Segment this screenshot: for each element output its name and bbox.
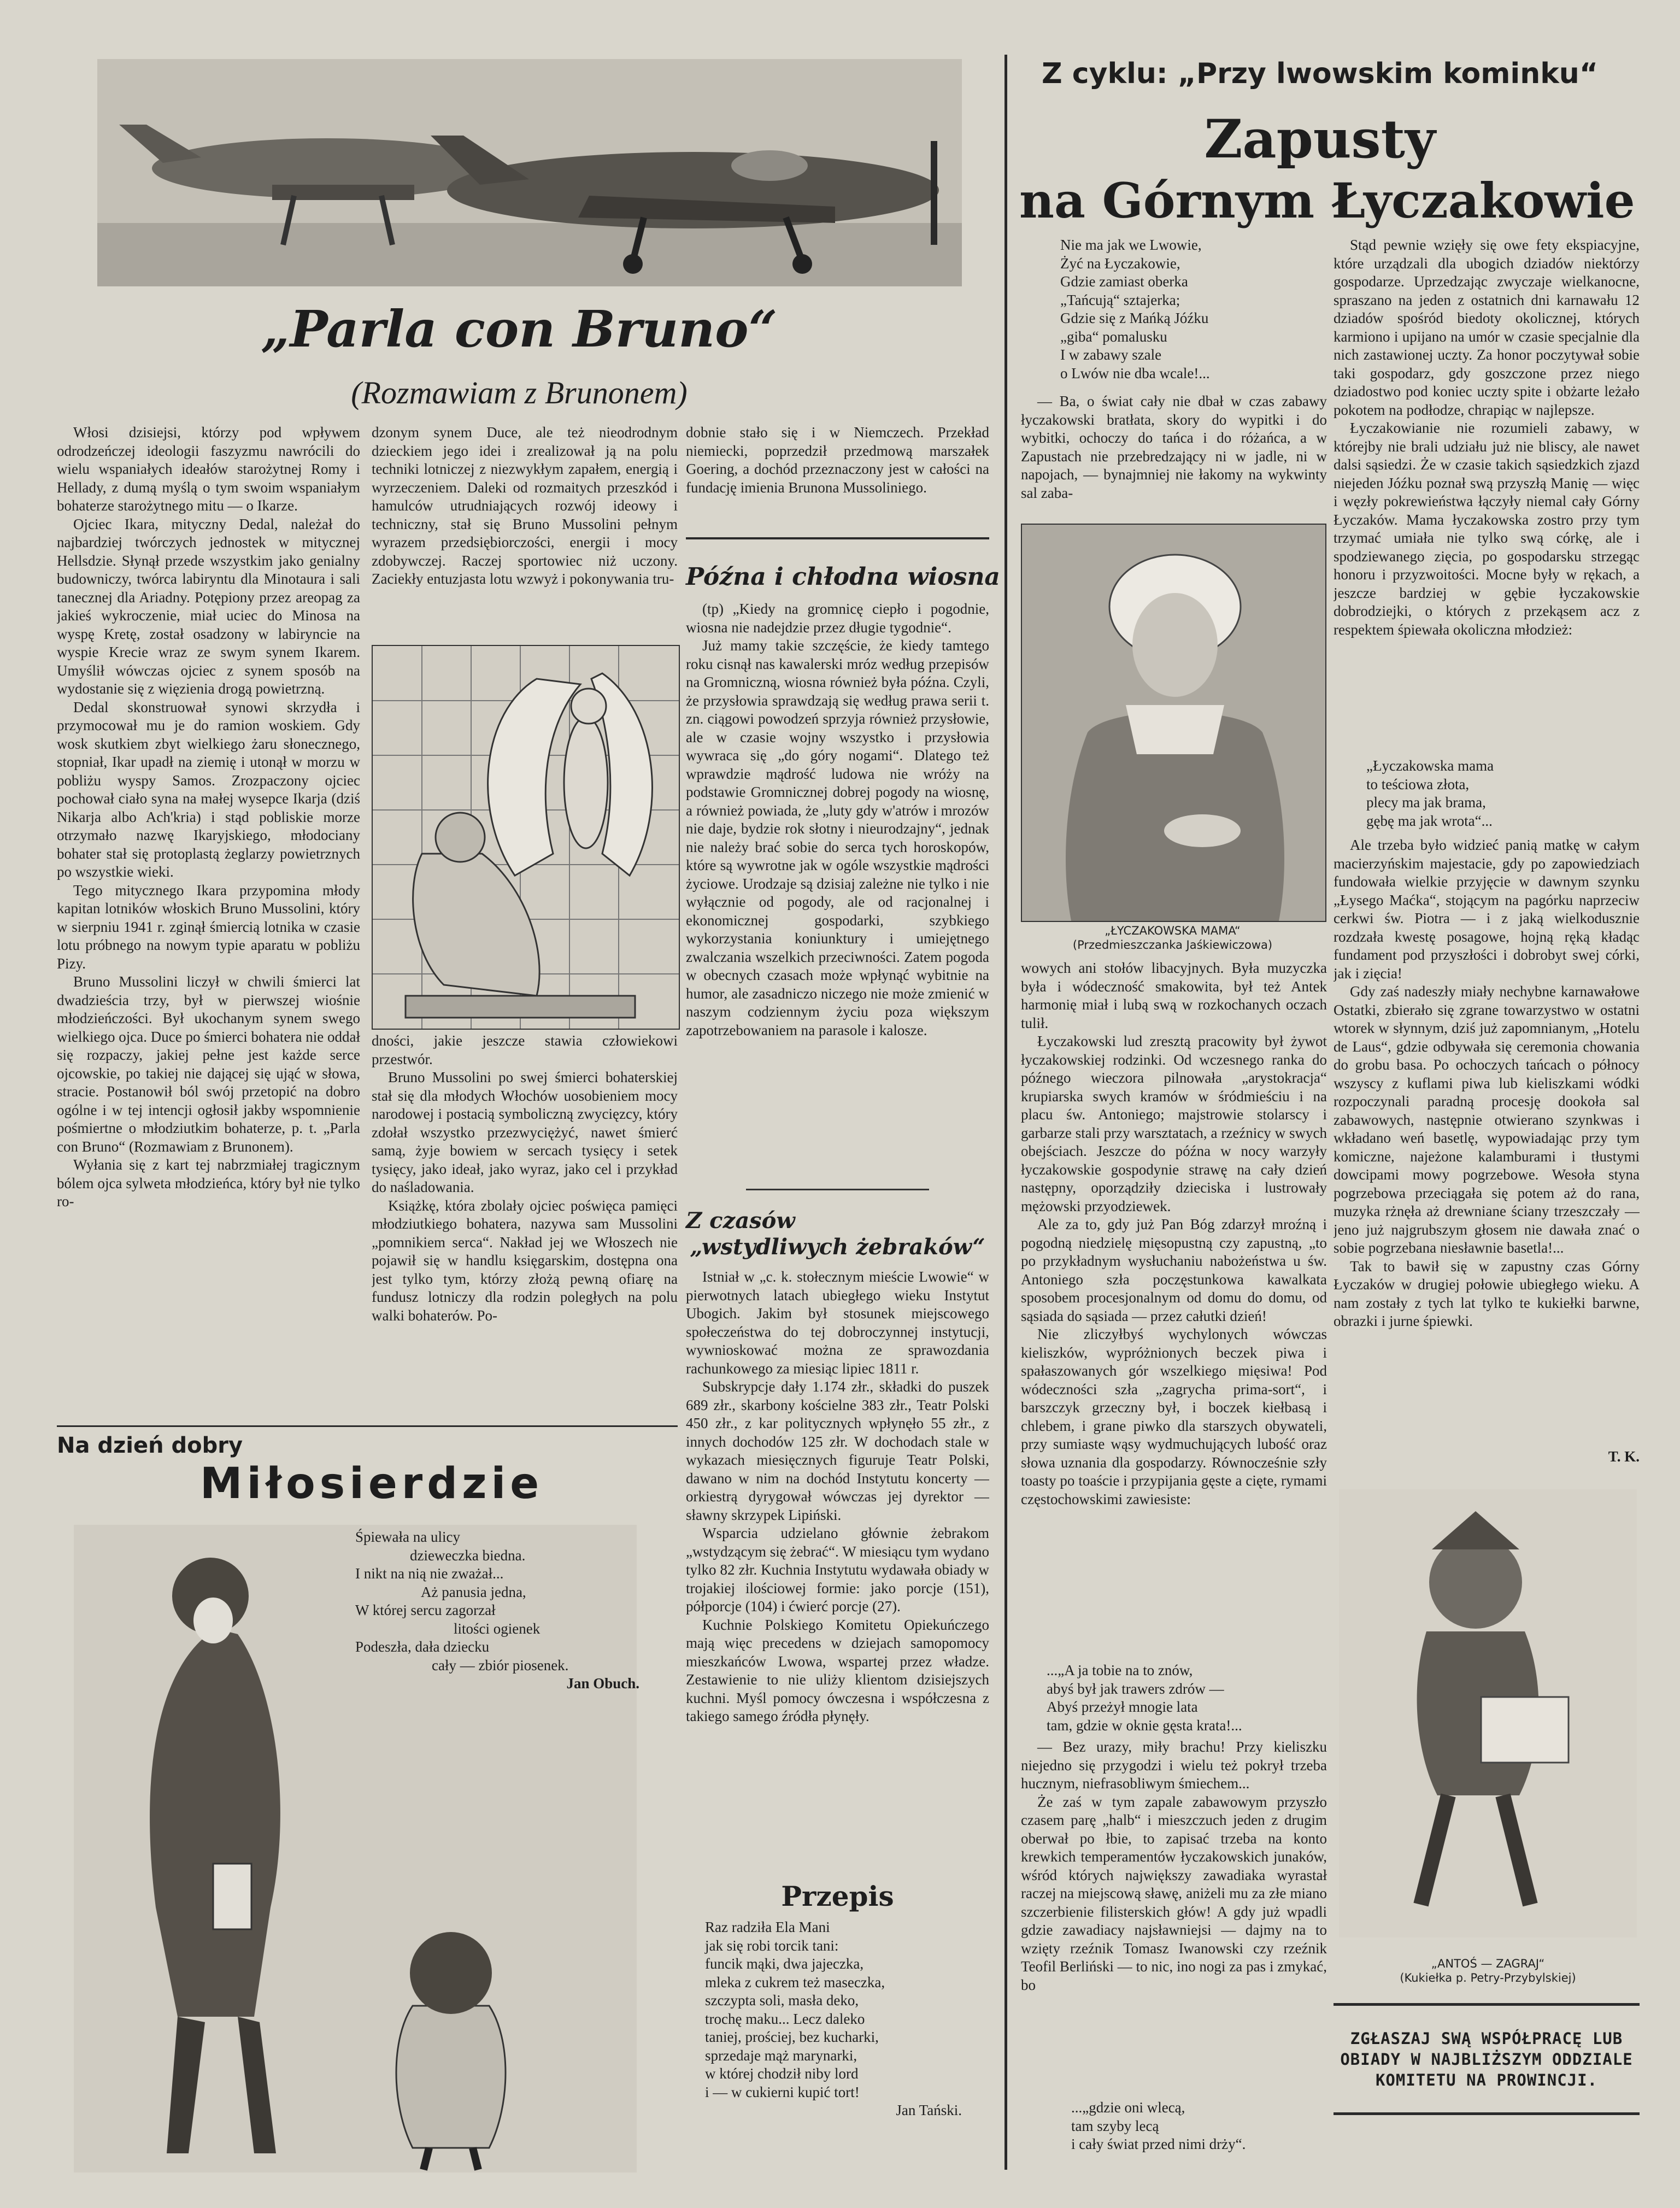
- poem-line: dzieweczka biedna.: [410, 1547, 526, 1564]
- paragraph: Że zaś w tym zapale zabawowym przyszło czasem parę „halb“ i mieszczuch jeden z drugim oberwał po łbie, to zapisać trzeba na konto krewkich temperamentów łyczakowskich junaków, wśród których największy zawadiaka wyrastał raczej na miejscową sławę, aniżeli mu za złe miano szczerbienie filisterskich głów! A gdy już wpadli gdzie zawadiacy najsławniejsi — dajmy na to wzięty rzeźnik Tomasz Iwanowski czy rzeźnik Teofil Berliński — to nic, ino nogi za pas i zmykać, bo: [1021, 1793, 1327, 1993]
- poem-line: Raz radziła Ela Mani: [705, 1919, 830, 1935]
- paragraph: Łyczakowski lud zresztą pracowity był żywot łyczakowskiej rodzinki. Od wczesnego ranka do późnego wieczora pilnowała „arystokracja“ krupiarska swych kramów w śródmieściu i na placu św. Antoniego; majstrowie stolarscy i garbarze stali przy warsztatach, a rzeźnicy w swych obejściach. Jeszcze do późna w nocy warzyły łyczakowskie gospodynie strawę na cały dzień następny, oporządziły dzieciska i lustrowały mężowski przyodziewek.: [1021, 1033, 1327, 1214]
- section-title-przepis: Przepis: [781, 1880, 894, 1912]
- poem-line: ...„A ja tobie na to znów,: [1047, 1662, 1193, 1678]
- poem-line: Śpiewała na ulicy: [355, 1529, 460, 1545]
- zapusty-col1-top: [1021, 392, 1327, 518]
- paragraph: wowych ani stołów libacyjnych. Była muzyczka była i wódeczność smakowita, był też Antek harmonię miał i lubą swą w rozkochanych oczach tulił.: [1021, 960, 1327, 1031]
- zapusty-col2-bottom: [1334, 836, 1640, 1448]
- paragraph: dzonym synem Duce, ale też nieodrodnym dzieckiem jego idei i zrealizował ją na polu techniki lotniczej z niezwykłym zapałem, energią i wyrzeczeniem. Daleki od rozmaitych przeszkód i hamulców utrudniających rozwój ideowy i techniczny, stał się Bruno Mussolini pełnym wyrazem przedsiębiorczości, energii i mocy zdobywczej. Raczej sportowiec niż uczony. Zaciekły entuzjasta lotu wzwyż i pokonywania tru-: [372, 424, 678, 587]
- zapusty-poem: [1060, 236, 1312, 383]
- paragraph: dności, jakie jeszcze stawia człowiekowi przestwór.: [372, 1032, 678, 1067]
- signature: T. K.: [1608, 1448, 1640, 1465]
- paragraph: (tp) „Kiedy na gromnicę ciepło i pogodnie, wiosna nie nadejdzie przez długie tygodnie“.: [686, 601, 989, 636]
- paragraph: — Bez urazy, miły brachu! Przy kieliszku niejedno się przygodzi i wielu też pokrył trzeba hucznym, niefrasobliwym śmiechem...: [1021, 1739, 1327, 1792]
- poem-line: W której sercu zagorzał: [355, 1602, 496, 1618]
- paragraph: Dedal skonstruował synowi skrzydła i przymocował mu je do ramion woskiem. Gdy wosk skutkiem zbyt wielkiego żaru słonecznego, stopniał, Ikar upadł na ziemię i utonął w morzu w pobliżu wyspy Samos. Zrozpaczony ojciec pochował ciało syna na małej wysepce Ikarja (dziś Nikarja albo Ach'kria) i stąd pobliskie morze otrzymało nazwę Ikaryjskiego, młodociany bohater stał się protoplastą żeglarzy powietrznych po wszystkie wieki.: [57, 698, 360, 880]
- paragraph: Książkę, która zbolały ojciec poświęca pamięci młodziutkiego bohatera, nazywa sam Mussolini „pomnikiem serca“. Nakład jej we Włoszech nie pojawił się w handlu księgarskim, dostępna ona jest tylko tym, którzy złożą pewną ofiarę na fundusz lotniczy dla rodzin poległych na polu walki bohaterów. Po-: [372, 1197, 678, 1324]
- paragraph: Kuchnie Polskiego Komitetu Opiekuńczego mają więc precedens w dziejach samopomocy mieszkańców Lwowa, wspartej przez władze. Zestawienie to nie uliży klientom dzisiejszych kuchni. Myśl pomocy ówczesna i współczesna z takiego samego źródła płynęły.: [686, 1616, 989, 1724]
- article1-col3: [686, 424, 989, 525]
- wiosna-text: [686, 600, 989, 1158]
- airplane-illustration: [97, 59, 962, 286]
- przepis-poem: [705, 1918, 978, 2120]
- poem-line: szczypta soli, masła deko,: [705, 1992, 859, 2009]
- poem-line: plecy ma jak brama,: [1366, 794, 1486, 811]
- milosierdzie-poem: [355, 1528, 661, 1693]
- poem-line: tam, gdzie w oknie gęsta krata!...: [1047, 1717, 1242, 1734]
- article1-col2-bottom: [372, 1032, 678, 1395]
- poem-line: Aż panusia jedna,: [421, 1583, 526, 1600]
- paragraph: Łyczakowianie nie rozumieli zabawy, w którejby nie brali udziału już nie bliscy, ale nawet dalsi sąsiedzi. Że w czasie takich sąsiedzkich zjazd niejeden Jóźku poznał swą przyszłą Manię — więc i węzły pokrewieństwa łączyły niemal cały Górny Łyczaków. Mama łyczakowska zostro przy tym trzymać umiała nie tylko swą córkę, ale i spodziewanego zięcia, po gospodarsku strzegąc honoru i przyzwoitości. Mocne były w rękach, a jeszcze bardziej w gębie łyczakowskie dobrodziejki, o których z przekąsem acz z respektem śpiewała okoliczna młodzież:: [1334, 420, 1640, 638]
- paragraph: Bruno Mussolini liczył w chwili śmierci lat dwadzieścia trzy, był w pierwszej wiośnie młodzieńczości. Był ukochanym synem swego wielkiego ojca. Duce po śmierci bohatera nie oddał się rozpaczy, jakiej pełne jest każde serce ojcowskie, po takiej nie dającej się ująć w słowa, stracie. Postanowił ból swój przetopić na dobro ogólne i w tej intencji ogłosił jakby wspomnienie pośmiertne o młodziutkim bohaterze, p. t. „Parla con Bruno“ (Rozmawiam z Brunonem).: [57, 973, 360, 1155]
- paragraph: Gdy zaś nadeszły miały nechybne karnawałowe Ostatki, zbierało się zgrane towarzystwo w ostatni wtorek w słynnym, dziś już zapomnianym, „Hotelu de Laus“, gdzie odbywała się ceremonia chowania do grobu basa. Po ochoczych tańcach o północy wszyscy z kuflami piwa lub kieliszkami wódki rozpoczynali paradną procesję dookoła sal zabawowych, następnie otwierano szynkwas i wkładano weń basetlę, wypowiadając przy tym komiczne, najeżone kalamburami i tłustymi dowcipami mowy pogrzebowe. Wesoła styna pogrzebowa przeciągała się potem aż do rana, muzyka rżnęła aż drewniane ściany trzeszczały — jeno już najgrubszym głosem nie dawała znać o sobie pogrzebana niesławnie basetla!...: [1334, 983, 1640, 1256]
- paragraph: Istniał w „c. k. stołecznym mieście Lwowie“ w pierwotnych latach ubiegłego wieku Instytut Ubogich. Jakim był stosunek miejscowego społeczeństwa do tej dobroczynnej instytucji, wywnioskować można ze sprawozdania rachunkowego za miesiąc lipiec 1811 r.: [686, 1269, 989, 1377]
- poem-line: w której chodził niby lord: [705, 2065, 859, 2082]
- poem-line: Gdzie się z Mańką Jóźku: [1060, 310, 1209, 326]
- paragraph: Ale za to, gdy już Pan Bóg zdarzył mroźną i pogodną niedzielę mięsopustną czy zapustną, „to po przykładnym wysłuchaniu nabożeństwa u św. Antoniego szła poczęstunkowa kawalkata sposobem procesjonalnym od domu do domu, od sąsiada do sąsiada — przez całutki dzień!: [1021, 1216, 1327, 1324]
- paragraph: Subskrypcje dały 1.174 złr., składki do puszek 689 złr., skarbony kościelne 383 złr., Teatr Polski 450 złr., z kar politycznych wpłynęło 55 złr., z innych dochodów 125 złr. W dochodach stale w wykazach miesięcznych figuruje Teatr Polski, dawano w nim na dochód Instytutu koncerty — orkiestrą dyrygował wówczas jej dyrektor — sławny skrzypek Lipiński.: [686, 1378, 989, 1523]
- article1-col2-top: [372, 424, 678, 639]
- poem-line: trochę maku... Lecz daleko: [705, 2010, 865, 2027]
- poem-line: sprzedaje mąż marynarki,: [705, 2047, 857, 2064]
- column-rule: [1005, 55, 1007, 2170]
- title-zapusty: Zapusty: [1204, 108, 1436, 170]
- paragraph: — Ba, o świat cały nie dbał w czas zabawy łyczakowski bratłata, skory do wypitki i do wybitki, ochoczy do tańca i do różańca, a w Zapustach nie przebredzający ni w jadle, ni w napojach, — bynajmniej nie łakomy na wykwinty sal zaba-: [1021, 393, 1327, 501]
- caption-mama-1: „ŁYCZAKOWSKA MAMA“: [1105, 924, 1241, 937]
- zapusty-col1-bottom: [1021, 959, 1327, 1661]
- section-title-zebracy-2: „wstydliwych żebraków“: [690, 1234, 985, 1260]
- zapusty-col2-top: [1334, 236, 1640, 755]
- poem-line: gębę ma jak wrota“...: [1366, 812, 1493, 829]
- ornament-divider: [746, 1189, 929, 1190]
- icarus-illustration: [372, 645, 680, 1030]
- airplane-photo: [97, 59, 962, 286]
- zapusty-col1-after: [1021, 1738, 1327, 2088]
- toast-poem-2: [1071, 2099, 1328, 2154]
- poem-line: ...„gdzie oni wlecą,: [1071, 2099, 1185, 2116]
- paragraph: Nie zliczyłbyś wychylonych wówczas kieliszków, wypróżnionych beczek piwa i spałaszowanych gór wszelkiego mięsiwa! Pod wódeczności szła „zagrycha prima-sort“, i barszczyk grzeczny był, i boczek kiełbasą i chlebem, i grane piwko dla starszych obywateli, przy sumiaste wąsy wydmuchujących lubość oraz słowa uznania dla gospodarzy. Równocześnie szły toasty po toaście i przypijania gęste a cięte, rymami częstochowskimi zawiesiste:: [1021, 1326, 1327, 1507]
- poem-line: litości ogienek: [454, 1620, 541, 1637]
- section-title-zebracy-1: Z czasów: [686, 1208, 795, 1234]
- poem-line: cały — zbiór piosenek.: [432, 1657, 569, 1673]
- poem-line: abyś był jak trawers zdrów —: [1047, 1680, 1224, 1697]
- paragraph: Wyłania się z kart tej nabrzmiałej tragicznym bólem ojca sylweta młodzieńca, który był nie tylko ro-: [57, 1156, 360, 1209]
- poem-line: funcik mąki, dwa jajeczka,: [705, 1956, 864, 1972]
- paragraph: Ojciec Ikara, mityczny Dedal, należał do najbardziej twórczych jednostek w mitycznej Hellsdzie. Słynął przede wszystkim jako genialny budowniczy, twórca labiryntu dla Minotaura i sali tanecznej dla Ariadny. Potępiony przez areopag za jakieś wykroczenie, miał uciec do Minosa na wyspę Kretę, został osadzony w labiryncie na wyspie Krecie wraz ze swym synem Ikarem. Umyślił wówczas ojciec z synem sposób na wydostanie się z więzienia drogą powietrzną.: [57, 515, 360, 697]
- caption-antos-2: (Kukiełka p. Petry-Przybylskiej): [1400, 1971, 1576, 1984]
- paragraph: Ale trzeba było widzieć panią matkę w całym macierzyńskim majestacie, gdy po zapowiedziach fundowała wielkie przyjęcie w dawnym szynku „Łysego Maćka“, stojącym na pagórku naprzeciw cerkwi św. Piotra — i z jaką wielkodusznie rozdzała kwestę posagowe, hojną ręką kładąc fundament pod przyszłości i dobrobyt swej córki, jak i zięcia!: [1334, 837, 1640, 982]
- paragraph: Bruno Mussolini po swej śmierci bohaterskiej stał się dla młodych Włochów uosobieniem mocy narodowej i postacią symboliczną zwycięzcy, który zdołał wszystko przezwyciężyć, nawet śmierć samą, żyje bowiem w sercach tysięcy i setek tysięcy, jako ideał, jako wyraz, jako cel i przykład do naśladowania.: [372, 1069, 678, 1195]
- puppet-drawing: [1339, 1489, 1637, 1937]
- poem-line: jak się robi torcik tani:: [705, 1937, 839, 1954]
- divider: [57, 1425, 678, 1427]
- poem-line: „Tańcują“ sztajerka;: [1060, 291, 1180, 308]
- section-title-wiosna: Późna i chłodna wiosna: [686, 563, 1000, 591]
- poem-line: to teściowa złota,: [1366, 776, 1470, 792]
- article1-col1: [57, 424, 360, 1394]
- paragraph: Już mamy takie szczęście, że kiedy tamtego roku cisnął nas kawalerski mróz według przepisów na Gromniczną, wiosna również była późna. Czyli, że przysłowia sprawdzają się według prawa serii t. zn. ciągowi powodzeń sprzyja również przysłowie, ale w czasie wojny wszystko i przysłowia wywraca się „do góry nogami“. Dlatego też wprawdzie mądrość ludowa nie wróży na podstawie Gromnicznej dobrej pogody na wiosnę, a również powiada, że „luty gdy w'atrów i mrozów nie daje, bydzie rok słotny i nieurodzajny“, jednak nie należy brać sobie do serca tych horoskopów, które są wywrotne jak w ogóle wszystkie mądrości życiowe. Urodzaje są dzisiaj zależne nie tylko i nie wyłącznie od pogody, ale od racjonalnej i ekonomicznej gospodarki, szybkiego wykorzystania koniunktury i umiejętnego zwalczania wszelkich przeciwności. Zatem pogoda w obecnych czasach może wpłynąć wybitnie na humor, ale zasadniczo niczego nie może zmienić w naszym codziennym życiu poza większym zapotrzebowaniem na parasole i kalosze.: [686, 637, 989, 1038]
- lyczakowska-mama-poem: [1366, 757, 1629, 830]
- poem-line: mleka z cukrem też maseczka,: [705, 1974, 885, 1990]
- poem-line: I nikt na nią nie zważał...: [355, 1565, 504, 1582]
- divider: [686, 537, 989, 539]
- poem-line: Podeszła, dała dziecku: [355, 1639, 490, 1655]
- notice-box: [1334, 2003, 1640, 2115]
- title-milosierdzie: Miłosierdzie: [199, 1459, 544, 1508]
- paragraph: Tak to bawił się w zapustny czas Górny Łyczaków w drugiej połowie ubiegłego wieku. A nam zostały z tych lat tylko te kukiełki barwne, obrazki i jurne śpiewki.: [1334, 1258, 1640, 1329]
- kicker-dzien-dobry: Na dzień dobry: [57, 1433, 243, 1458]
- title-gornym-lyczakowie: na Górnym Łyczakowie: [1019, 172, 1635, 229]
- paragraph: Wsparcia udzielano głównie żebrakom „wstydzącym się żebrać“. W miesiącu tym wydano tylko 82 złr. Kuchnia Instytutu wydawała obiady w trojakiej ilościowej formie: jako porcje (151), półporcje (104) i ćwierć porcje (27).: [686, 1525, 989, 1614]
- author: Jan Obuch.: [566, 1675, 639, 1692]
- article-subtitle: (Rozmawiam z Brunonem): [351, 375, 688, 410]
- kicker-zapusty: Z cyklu: „Przy lwowskim kominku“: [1041, 57, 1599, 90]
- mama-portrait: [1021, 524, 1326, 922]
- portrait-drawing: [1022, 525, 1325, 921]
- poem-line: „Łyczakowska mama: [1366, 757, 1494, 774]
- poem-line: I w zabawy szale: [1060, 347, 1162, 363]
- poem-line: Żyć na Łyczakowie,: [1060, 255, 1180, 272]
- icarus-drawing: [373, 646, 679, 1029]
- poem-line: taniej, prościej, bez kucharki,: [705, 2029, 879, 2045]
- poem-line: Abyś przeżył mnogie lata: [1047, 1699, 1198, 1715]
- toast-poem-1: [1047, 1661, 1331, 1735]
- notice-text: ZGŁASZAJ SWĄ WSPÓŁPRACĘ LUB OBIADY W NAJBLIŻSZYM ODDZIALE KOMITETU NA PROWINCJI.: [1340, 2029, 1633, 2089]
- caption-antos-1: „ANTOŚ — ZAGRAJ“: [1431, 1957, 1545, 1970]
- poem-line: tam szyby lecą: [1071, 2117, 1159, 2134]
- caption-mama-2: (Przedmieszczanka Jaśkiewiczowa): [1072, 938, 1273, 952]
- poem-line: i cały świat przed nimi drży“.: [1071, 2136, 1246, 2152]
- poem-line: Gdzie zamiast oberka: [1060, 273, 1188, 290]
- article-title-parla: „Parla con Bruno“: [261, 300, 778, 359]
- paragraph: Stąd pewnie wzięły się owe fety ekspiacyjne, które urządzali dla ubogich dziadów niektórzy gospodarze. Uprzedzając zwyczaje wielkanocne, spraszano na jeden z ostatnich dni karnawału 12 dziadów spośród biedoty okolicznej, których karmiono i upijano na umór w czasie specjalnie dla nich zastawionej uczty. Za honor poczytywał sobie taki gospodarz, gdy goszczone przez niego dziadostwo pod koniec uczty spite i obżarte leżało pokotem na podłodze, chrapiąc w najlepsze.: [1334, 237, 1640, 418]
- antos-puppet-photo: [1339, 1489, 1637, 1937]
- poem-line: Nie ma jak we Lwowie,: [1060, 237, 1202, 253]
- paragraph: Włosi dzisiejsi, którzy pod wpływem odrodzeńczej ideologii faszyzmu nawrócili do wielu wspaniałych ideałów starożytnej Romy i Hellady, z dumą myślą o tym swoim wspaniałym bohaterze starożytnego mitu — o Ikarze.: [57, 424, 360, 514]
- poem-line: „giba“ pomalusku: [1060, 328, 1167, 345]
- paragraph: dobnie stało się i w Niemczech. Przekład niemiecki, poprzedził przedmową marszałek Goering, a dochód przeznaczony jest w całości na fundację imienia Brunona Mussoliniego.: [686, 424, 989, 496]
- paragraph: Tego mitycznego Ikara przypomina młody kapitan lotników włoskich Bruno Mussolini, który w sierpniu 1941 r. zginął śmiercią lotnika w czasie lotu próbnego na nowym typie aparatu w pobliżu Pizy.: [57, 882, 360, 972]
- author: Jan Tański.: [896, 2102, 962, 2118]
- poem-line: i — w cukierni kupić tort!: [705, 2083, 860, 2100]
- poem-line: o Lwów nie dba wcale!...: [1060, 365, 1210, 381]
